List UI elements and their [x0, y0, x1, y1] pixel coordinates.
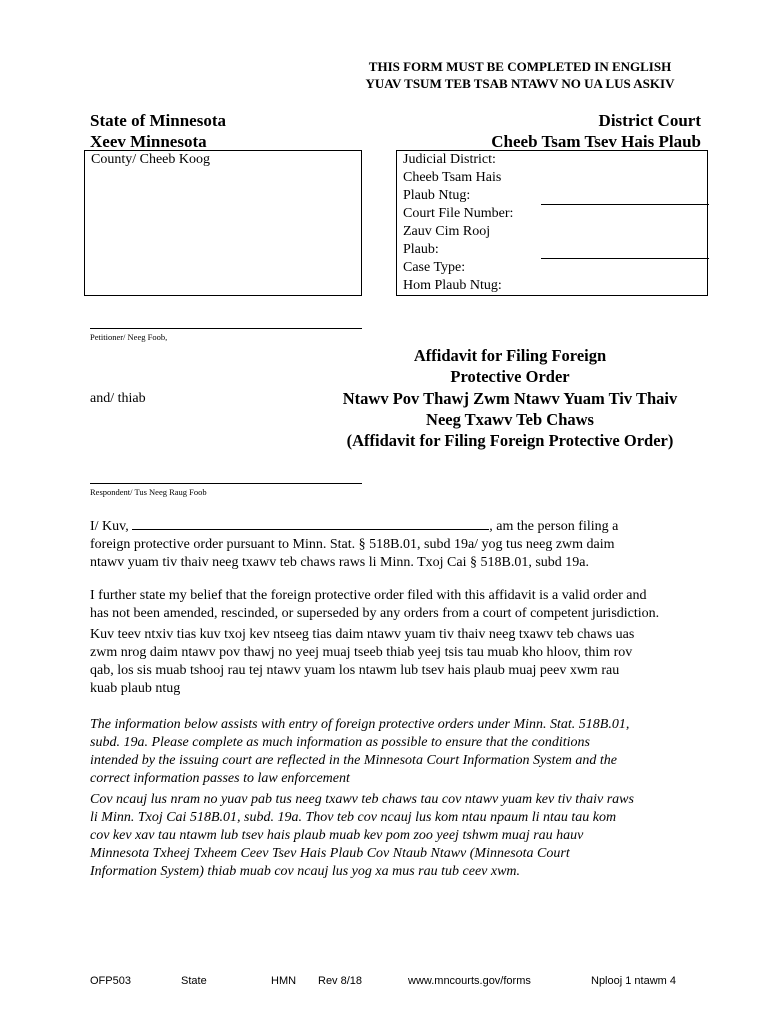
footer-language: HMN — [271, 975, 297, 987]
notice — [300, 58, 740, 92]
affiant-name-field[interactable] — [132, 515, 489, 530]
respondent-line[interactable] — [90, 483, 362, 484]
title-line-2: Protective Order — [450, 367, 570, 386]
footer-page-number: Nplooj 1 ntawm 4 — [591, 975, 676, 987]
petitioner-line[interactable] — [90, 328, 362, 329]
footer-state: State — [181, 975, 207, 987]
and-label: and/ thiab — [90, 391, 146, 406]
title-line-4: Neeg Txawv Teb Chaws — [426, 410, 594, 429]
belief-line-2: has not been amended, rescinded, or superseded by any orders from a court of competent jurisdiction. — [90, 606, 660, 621]
state-hmn: Xeev Minnesota — [90, 132, 207, 151]
form-title — [300, 345, 720, 387]
info-hmn-line-4: Minnesota Txheej Txheem Ceev Tsev Hais Plaub Cov Ntaub Ntawv (Minnesota Court — [90, 846, 570, 861]
title-line-5: (Affidavit for Filing Foreign Protective Order) — [346, 431, 674, 450]
petitioner-label: Petitioner/ Neeg Foob, — [90, 332, 168, 342]
belief-line-1: I further state my belief that the foreign protective order filed with this affidavit is a valid order and — [90, 588, 647, 603]
court-heading — [491, 110, 701, 152]
case-type-en: Case Type: — [403, 260, 466, 275]
info-paragraph-hmn — [90, 791, 710, 881]
affiant-line-2: foreign protective order pursuant to Minn. Stat. § 518B.01, subd 19a/ yog tus neeg zwm daim — [90, 537, 615, 552]
notice-line-hmong: YUAV TSUM TEB TSAB NTAWV NO UA LUS ASKIV — [365, 76, 675, 91]
form-title-hmong — [300, 388, 720, 451]
title-line-3: Ntawv Pov Thawj Zwm Ntawv Yuam Tiv Thaiv — [342, 389, 678, 408]
info-en-line-3: intended by the issuing court are reflected in the Minnesota Court Information System and the — [90, 753, 617, 768]
case-info-box — [396, 150, 708, 296]
footer-url[interactable]: www.mncourts.gov/forms — [408, 975, 531, 987]
state-heading — [90, 110, 226, 152]
footer-form-code: OFP503 — [90, 975, 131, 987]
affiant-suffix: , am the person filing a — [489, 519, 619, 534]
info-hmn-line-1: Cov ncauj lus nram no yuav pab tus neeg txawv teb chaws tau cov ntawv yuam kev tiv thaiv raws — [90, 792, 634, 807]
judicial-district-label — [403, 151, 513, 295]
affiant-line-3: ntawv yuam tiv thaiv neeg txawv teb chaws raws li Minn. Txoj Cai § 518B.01, subd 19a. — [90, 555, 590, 570]
info-hmn-line-2: li Minn. Txoj Cai 518B.01, subd. 19a. Thov teb cov ncauj lus kom ntau npaum li ntau tau kom — [90, 810, 617, 825]
hmn-belief-line-3: qab, los sis muab tshooj rau tej ntawv yuam los ntawm lub tsev hais plaub muaj peev xwm rau — [90, 663, 620, 678]
title-line-1: Affidavit for Filing Foreign — [413, 346, 607, 365]
judicial-district-en: Judicial District: — [403, 152, 496, 167]
case-type-hmn: Hom Plaub Ntug: — [403, 278, 502, 293]
info-en-line-1: The information below assists with entry of foreign protective orders under Minn. Stat. 518B.01, — [90, 717, 630, 732]
info-hmn-line-3: cov kev xav tau ntawm lub tsev hais plaub muab kev pom zoo yeej tshwm muaj rau hauv — [90, 828, 584, 843]
state-en: State of Minnesota — [90, 111, 226, 130]
respondent-label: Respondent/ Tus Neeg Raug Foob — [90, 487, 207, 497]
file-number-hmn-1: Zauv Cim Rooj — [403, 224, 491, 239]
judicial-district-field[interactable] — [541, 204, 709, 205]
judicial-district-hmn-2: Plaub Ntug: — [403, 188, 471, 203]
belief-paragraph-hmn — [90, 626, 710, 698]
file-number-hmn-2: Plaub: — [403, 242, 439, 257]
info-en-line-2: subd. 19a. Please complete as much information as possible to ensure that the conditions — [90, 735, 590, 750]
county-box[interactable] — [84, 150, 362, 296]
info-en-line-4: correct information passes to law enforcement — [90, 771, 350, 786]
info-hmn-line-5: Information System) thiab muab cov ncauj lus yog xa mus rau tub ceev xwm. — [90, 864, 521, 879]
affiant-paragraph — [90, 515, 710, 572]
affiant-line-1 — [90, 515, 710, 536]
info-paragraph-en — [90, 716, 710, 788]
case-type-field[interactable] — [537, 259, 709, 295]
hmn-belief-line-4: kuab plaub ntug — [90, 681, 181, 696]
hmn-belief-line-2: zwm nrog daim ntawv pov thawj no yeej muaj tseeb thiab yeej tsis tau muab kho hloov, thim rov — [90, 645, 633, 660]
affiant-prefix: I/ Kuv, — [90, 519, 129, 534]
notice-line-english: THIS FORM MUST BE COMPLETED IN ENGLISH — [368, 59, 672, 74]
belief-paragraph-en — [90, 587, 710, 623]
judicial-district-hmn-1: Cheeb Tsam Hais — [403, 170, 502, 185]
county-label: County/ Cheeb Koog — [91, 152, 210, 167]
court-hmn: Cheeb Tsam Tsev Hais Plaub — [491, 132, 701, 151]
court-en: District Court — [598, 111, 701, 130]
footer-revision: Rev 8/18 — [318, 975, 363, 987]
hmn-belief-line-1: Kuv teev ntxiv tias kuv txoj kev ntseeg tias daim ntawv yuam tiv thaiv neeg txawv teb chaws uas — [90, 627, 635, 642]
file-number-en: Court File Number: — [403, 206, 514, 221]
